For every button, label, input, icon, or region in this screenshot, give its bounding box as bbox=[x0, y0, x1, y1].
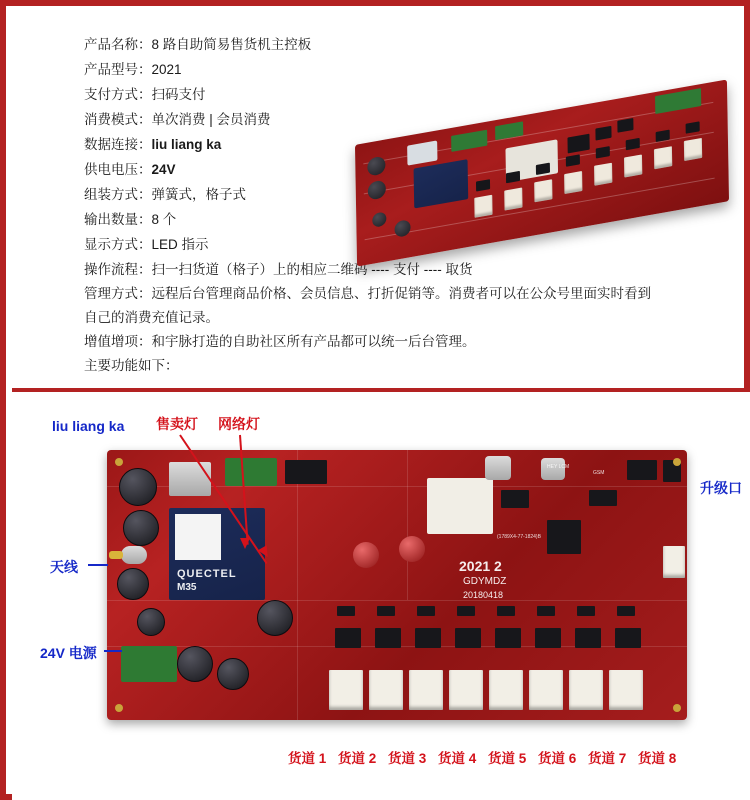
spec-value: 扫一扫货道（格子）上的相应二维码 ---- 支付 ---- 取货 bbox=[151, 262, 473, 277]
sma-antenna-connector bbox=[121, 546, 147, 564]
paragraph-features-intro: 主要功能如下： bbox=[84, 358, 179, 373]
annotation-sale-light: 售卖灯 bbox=[156, 416, 198, 432]
spec-label: 输出数量： bbox=[84, 212, 152, 227]
channel-label-7: 货道 7 bbox=[588, 751, 627, 766]
channel-label-4: 货道 4 bbox=[438, 751, 477, 766]
spec-label: 显示方式： bbox=[84, 237, 152, 252]
output-connector-2 bbox=[369, 670, 403, 710]
arrow-power-24v bbox=[104, 650, 122, 652]
spec-value: liu liang ka bbox=[151, 137, 222, 152]
channel-label-1: 货道 1 bbox=[288, 751, 327, 766]
spec-label: 产品型号： bbox=[84, 62, 152, 77]
channel-label-row bbox=[288, 747, 708, 767]
spec-value: 2021 bbox=[151, 62, 182, 77]
spec-label: 支付方式： bbox=[84, 87, 152, 102]
pcb-board-angled bbox=[355, 79, 729, 266]
output-connector-5 bbox=[489, 670, 523, 710]
gsm-module: QUECTEL M35 bbox=[169, 508, 265, 600]
power-terminal-24v bbox=[121, 646, 177, 682]
channel-label-6: 货道 6 bbox=[538, 751, 577, 766]
annotated-board-figure bbox=[12, 392, 750, 800]
annotation-antenna: 天线 bbox=[50, 559, 78, 575]
annotation-upgrade-port: 升级口 bbox=[700, 480, 742, 496]
spec-value: 扫码支付 bbox=[151, 87, 206, 102]
spec-value: 单次消费 | 会员消费 bbox=[151, 112, 271, 127]
output-connector-8 bbox=[609, 670, 643, 710]
spec-label: 产品名称： bbox=[84, 37, 152, 52]
green-terminal-top bbox=[225, 458, 277, 486]
mcu-chip bbox=[547, 520, 581, 554]
upgrade-port-connector bbox=[663, 546, 685, 578]
spec-row-name bbox=[84, 32, 644, 57]
output-connector-4 bbox=[449, 670, 483, 710]
annotation-power-24v: 24V 电源 bbox=[40, 645, 97, 661]
product-photo-angled bbox=[346, 78, 741, 278]
channel-label-3: 货道 3 bbox=[388, 751, 427, 766]
spec-value: LED 指示 bbox=[151, 237, 209, 252]
sim-card-slot bbox=[169, 462, 211, 496]
shield-can bbox=[427, 478, 493, 534]
arrow-antenna bbox=[88, 564, 108, 566]
output-connector-1 bbox=[329, 670, 363, 710]
paragraph-value-added: 增值增项：和宇脉打造的自助社区所有产品都可以统一后台管理。 bbox=[84, 334, 476, 349]
output-connector-6 bbox=[529, 670, 563, 710]
channel-label-2: 货道 2 bbox=[338, 751, 377, 766]
spec-label: 组装方式： bbox=[84, 187, 152, 202]
board-maker-silk: GDYMDZ bbox=[463, 576, 507, 587]
paragraph-management: 管理方式：远程后台管理商品价格、会员信息、打折促销等。消费者可以在公众号里面实时看到自己的消费充值记录。 bbox=[84, 286, 651, 325]
spec-value: 24V bbox=[151, 162, 176, 177]
channel-label-8: 货道 8 bbox=[638, 751, 677, 766]
annotation-liuliangka: liu liang ka bbox=[52, 418, 125, 434]
spec-label: 消费模式： bbox=[84, 112, 152, 127]
spec-value: 弹簧式，格子式 bbox=[151, 187, 246, 202]
board-date-silk: 20180418 bbox=[463, 590, 504, 600]
board-model-silk: 2021 2 bbox=[459, 558, 502, 574]
spec-label: 供电电压： bbox=[84, 162, 152, 177]
spec-value: 8 个 bbox=[151, 212, 177, 227]
pcb-board-top-view: QUECTEL M35 2021 2 GDYMDZ 20180418 (1789X4-77-1824)B HEY LCM GSM bbox=[107, 450, 687, 720]
network-indicator-led bbox=[399, 536, 425, 562]
spec-label: 数据连接： bbox=[84, 137, 152, 152]
sale-indicator-led bbox=[353, 542, 379, 568]
annotation-network-light: 网络灯 bbox=[218, 416, 260, 432]
spec-label: 操作流程： bbox=[84, 262, 152, 277]
spec-value: 8 路自助简易售货机主控板 bbox=[151, 37, 312, 52]
output-connector-3 bbox=[409, 670, 443, 710]
output-connector-7 bbox=[569, 670, 603, 710]
channel-label-5: 货道 5 bbox=[488, 751, 527, 766]
